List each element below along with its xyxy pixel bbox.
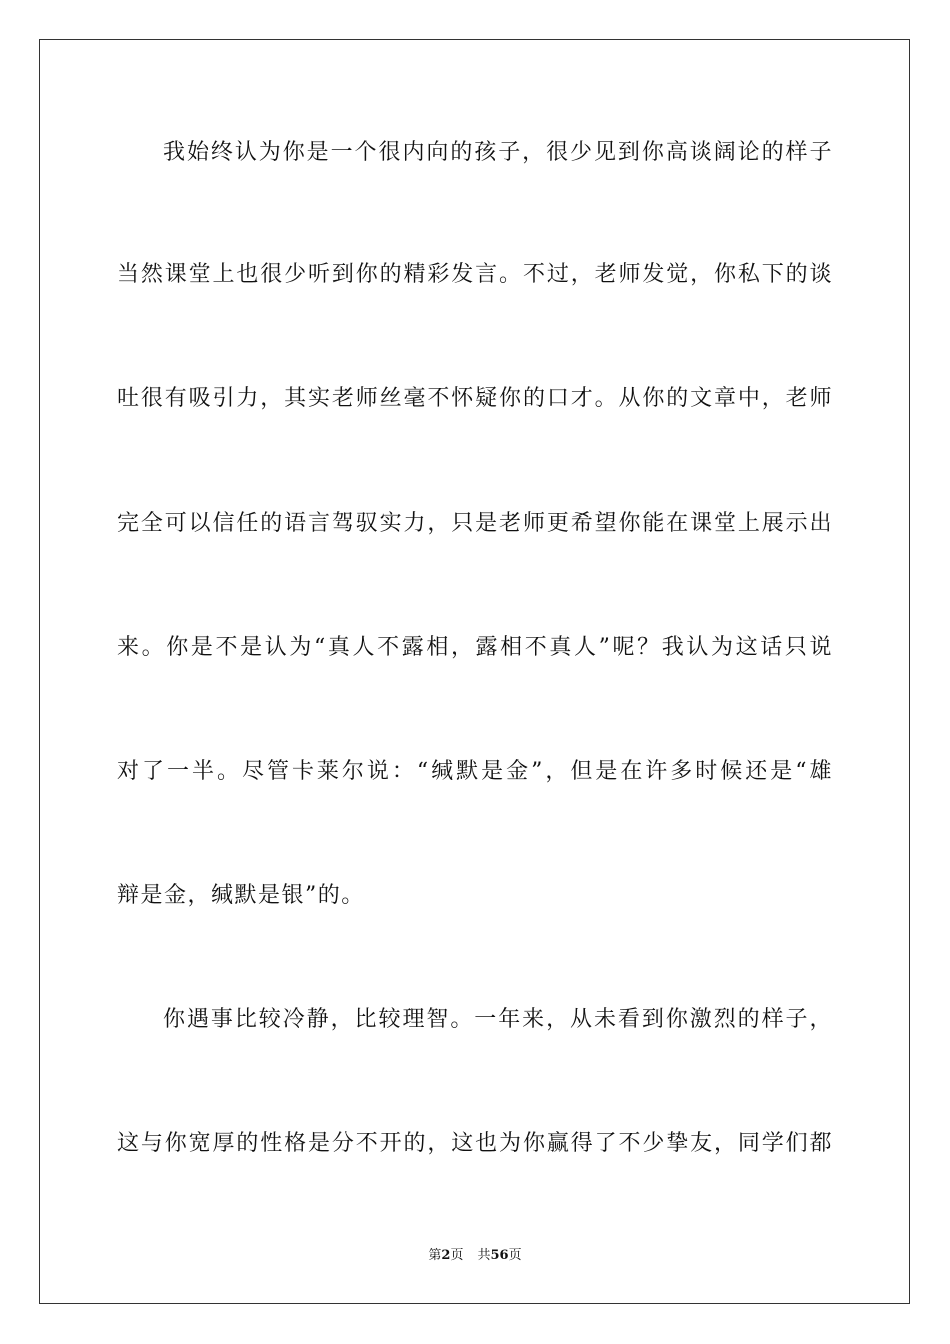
paragraph-1-line-2: 当然课堂上也很少听到你的精彩发言。不过，老师发觉，你私下的谈 [117,262,833,287]
footer-page-number: 2 [441,1248,451,1263]
paragraph-2-line-2: 这与你宽厚的性格是分不开的，这也为你赢得了不少挚友，同学们都 [117,1131,833,1156]
footer-total-number: 56 [490,1248,509,1263]
paragraph-1-line-5: 来。你是不是认为“真人不露相，露相不真人”呢？我认为这话只说 [117,635,833,660]
footer-total-prefix: 共 [477,1248,491,1263]
footer-total-suffix: 页 [508,1248,522,1263]
page-border [39,39,910,1304]
paragraph-1-line-3: 吐很有吸引力，其实老师丝毫不怀疑你的口才。从你的文章中，老师 [117,386,833,411]
paragraph-1-line-6: 对了一半。尽管卡莱尔说：“缄默是金”，但是在许多时候还是“雄 [117,759,833,784]
paragraph-1-line-7: 辩是金，缄默是银”的。 [117,883,365,908]
paragraph-2-line-1: 你遇事比较冷静，比较理智。一年来，从未看到你激烈的样子， [163,1007,833,1032]
paragraph-1-line-1: 我始终认为你是一个很内向的孩子，很少见到你高谈阔论的样子 [163,140,833,165]
footer-page-prefix: 第 [428,1248,442,1263]
paragraph-1-line-4: 完全可以信任的语言驾驭实力，只是老师更希望你能在课堂上展示出 [117,511,833,536]
footer-page-suffix: 页 [450,1248,464,1263]
page-footer [0,1247,950,1265]
